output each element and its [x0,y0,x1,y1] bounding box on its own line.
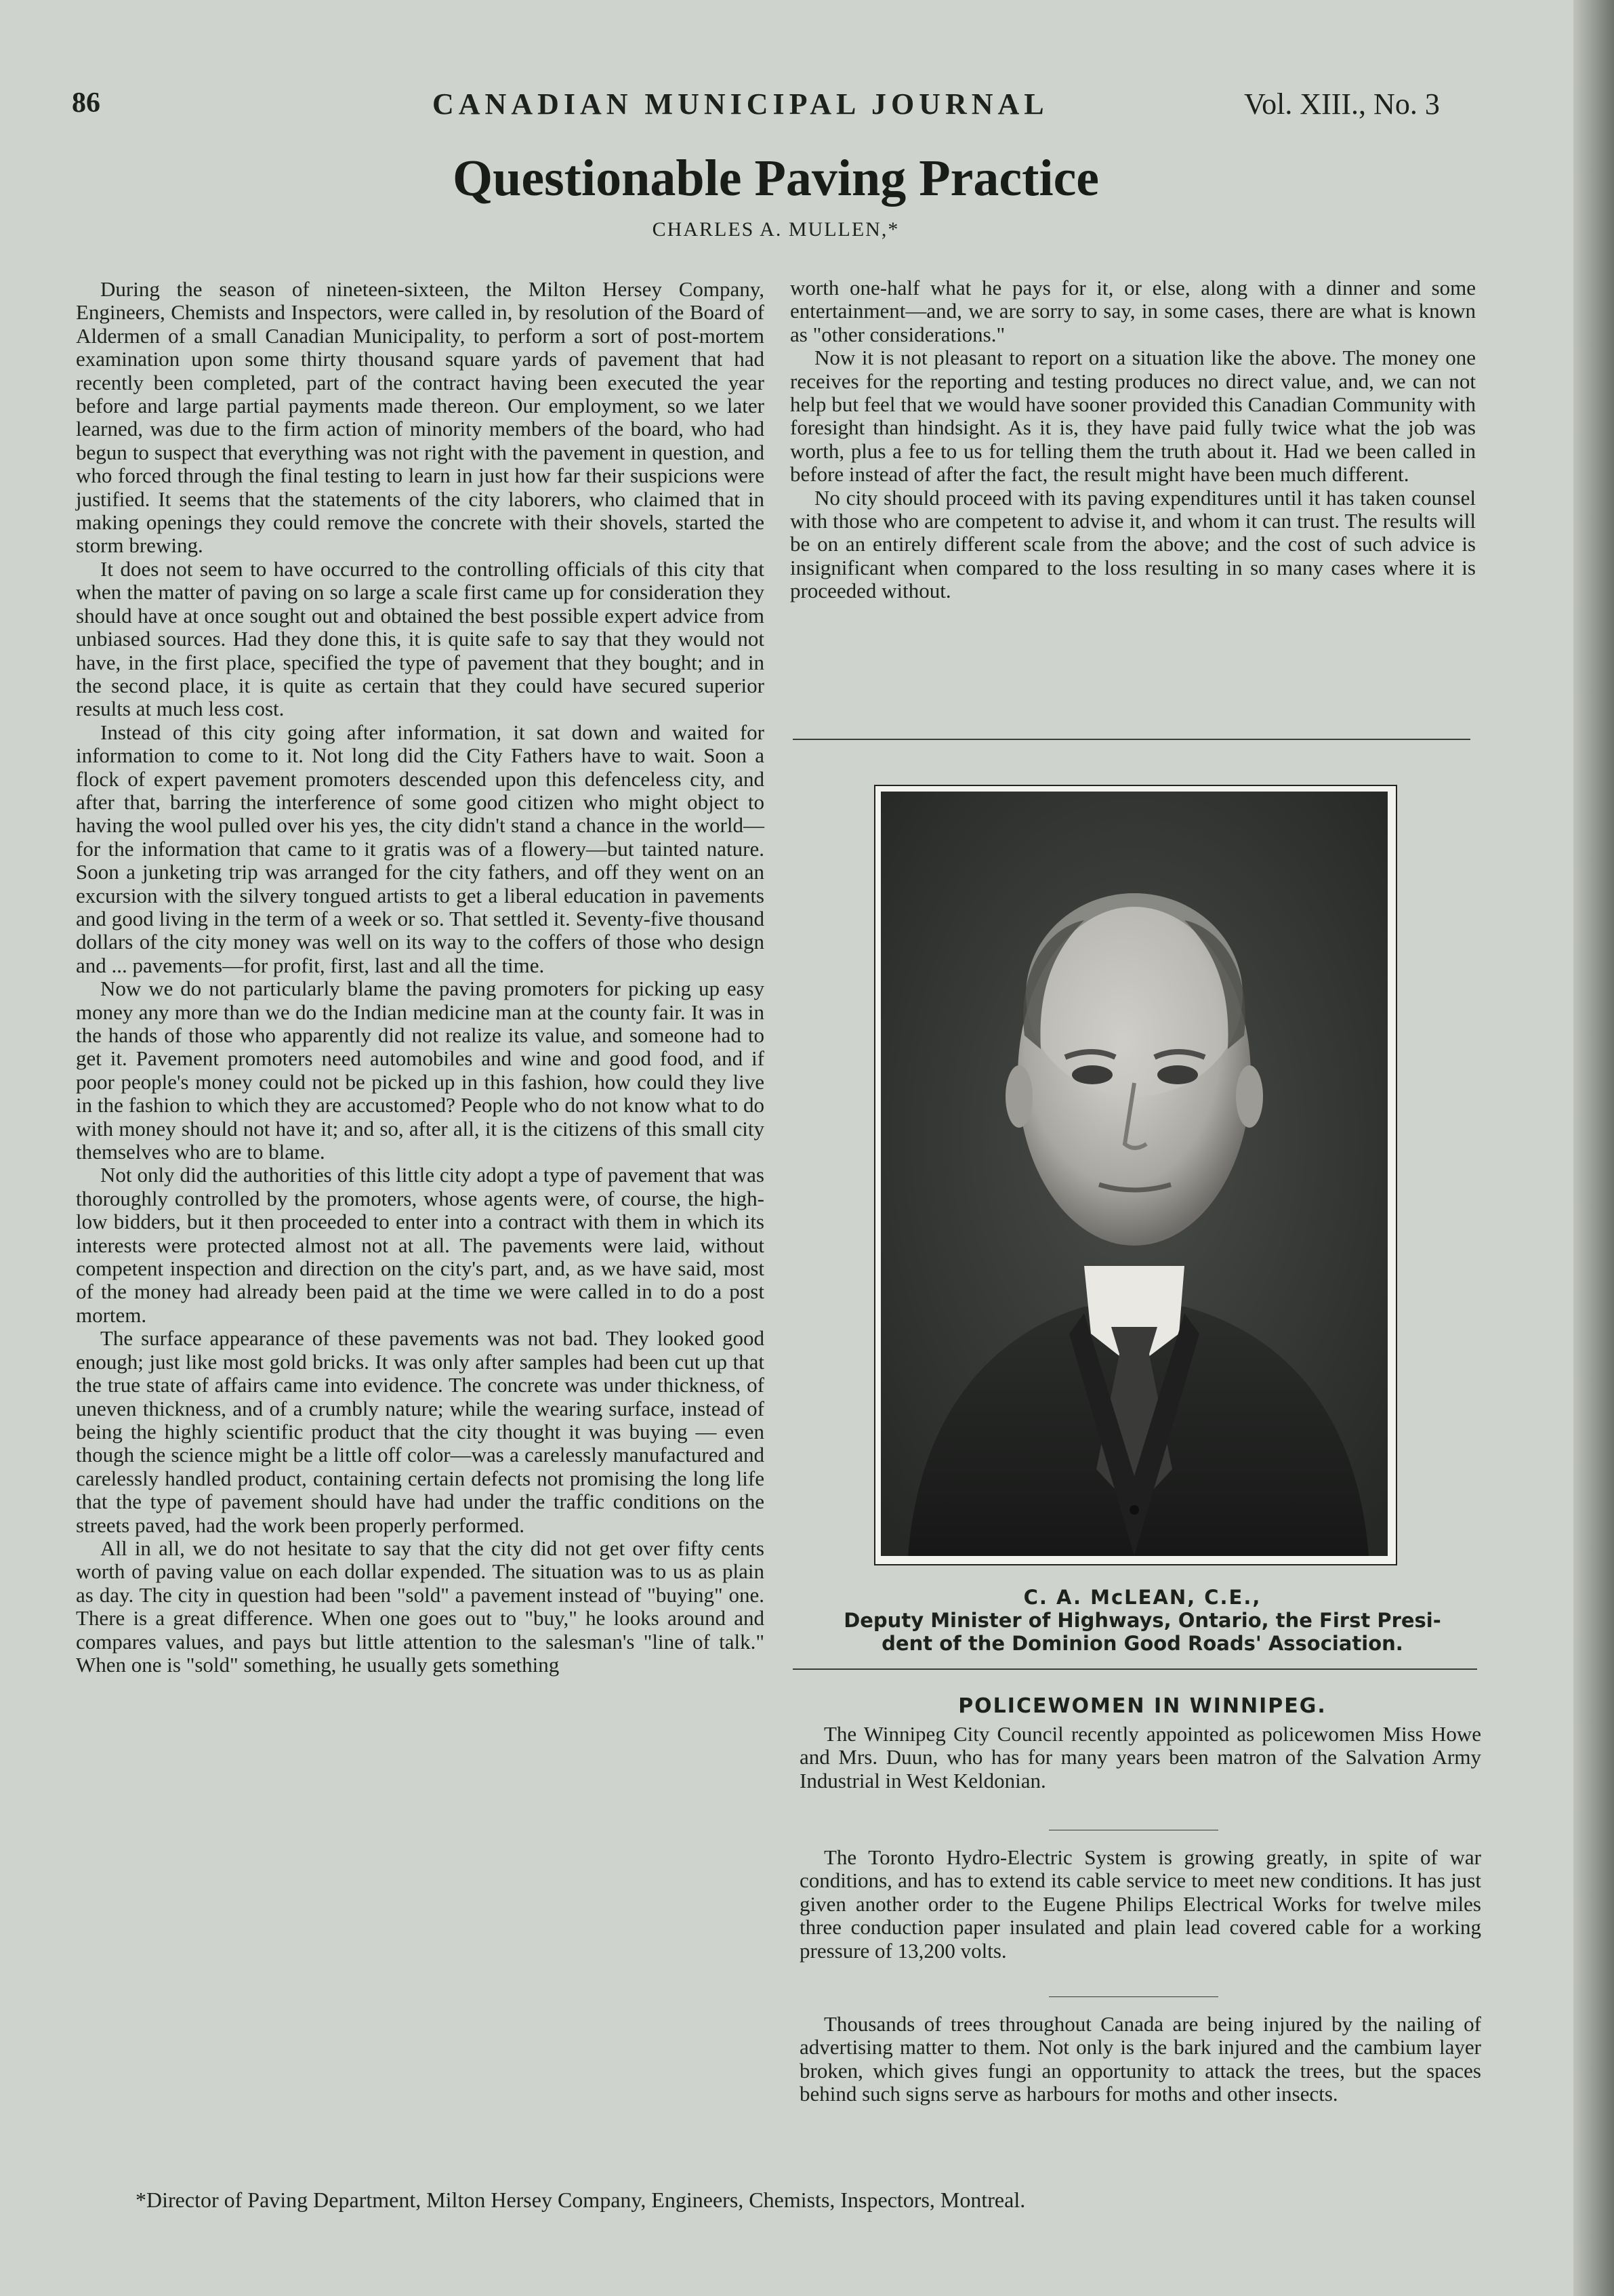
article-paragraph: Now it is not pleasant to report on a situation like the above. The money one receives for the reporting and testing produces no direct value, and, we can not help but feel that we would have sooner provided this Canadian Community with foresight than hindsight. As it is, they have paid fully twice what the job was worth, plus a fee to us for telling them the truth about it. Had we been called in before instead of after the fact, the result might have been much different. [790,346,1476,487]
article-left-column [76,278,764,1677]
article-paragraph: No city should proceed with its paving expenditures until it has taken counsel with those who are competent to advise it, and whom it can trust. The results will be on an entirely different scale from the above; and the cost of such advice is insignificant when compared to the loss resulting in so many cases where it is proceeded without. [790,485,1476,603]
article-paragraph: All in all, we do not hesitate to say that the city did not get over fifty cents worth of paving value on each dollar expended. The situation was to us as plain as day. The city in question had been "sold" a pavement instead of "buying" one. There is a great difference. When one goes out to "buy," he looks around and compares values, and pays but little attention to the salesman's "line of talk." When one is "sold" something, he usually gets something [76,1536,764,1677]
sidebar-paragraph: The Winnipeg City Council recently appointed as policewomen Miss Howe and Mrs. Duun, who has for many years been matron of the Salvation Army Industrial in West Keldonian. [800,1722,1481,1792]
article-paragraph: It does not seem to have occurred to the controlling officials of this city that when the matter of paving on so large a scale first came up for consideration they should have at once sought out and obtained the best possible expert advice from unbiased sources. Had they done this, it is quite safe to say that they would not have, in the first place, specified the type of pavement that they bought; and in the second place, it is quite as certain that they could have secured superior results at much less cost. [76,556,764,721]
sidebar-item [800,1723,1481,1792]
article-right-column [790,276,1476,603]
portrait-photo [881,792,1388,1556]
portrait-caption [790,1586,1495,1655]
sidebar-item [800,2013,1481,2106]
sidebar-item [800,1846,1481,1963]
article-paragraph: worth one-half what he pays for it, or else, along with a dinner and some entertainment—and, we are sorry to say, in some cases, there are what is known as "other considerations." [790,276,1476,346]
sidebar-paragraph: The Toronto Hydro-Electric System is growing greatly, in spite of war conditions, and has to extend its cable service to meet new conditions. It has just given another order to the Eugene Philips Electrical Works for twelve miles three conduction paper insulated and plain lead covered cable for a working pressure of 13,200 volts. [800,1845,1481,1963]
journal-title: CANADIAN MUNICIPAL JOURNAL [432,87,1049,121]
article-paragraph: Instead of this city going after information, it sat down and waited for information to come to it. Not long did the City Fathers have to wait. Soon a flock of expert pavement promoters descended upon this defenceless city, and after that, barring the interference of some good citizen who might object to having the wool pulled over his yes, the city didn't stand a chance in the world—for the information that came to it gratis was of a flowery—but tainted nature. Soon a junketing trip was arranged for the city fathers, and off they went on an excursion with the silvery tongued artists to get a liberal education in pavements and good living in the term of a week or so. That settled it. Seventy-five thousand dollars of the city money was well on its way to the coffers of those who design and ... pavements—for profit, first, last and all the time. [76,720,764,977]
short-divider [1049,1996,1218,1997]
caption-line: Deputy Minister of Highways, Ontario, the First Presi- [844,1609,1441,1632]
article-paragraph: During the season of nineteen-sixteen, the Milton Hersey Company, Engineers, Chemists and Inspectors, were called in, by resolution of the Board of Aldermen of a small Canadian Municipality, to perform a sort of post-mortem examination upon some thirty thousand square yards of pavement that had recently been completed, part of the contract having been executed the year before and large partial payments made thereon. Our employment, so we later learned, was due to the firm action of minority members of the board, who had begun to suspect that everything was not right with the pavement in question, and who forced through the final testing to learn in just how far their suspicions were justified. It seems that the statements of the city laborers, who claimed that in making openings they could remove the concrete with their shovels, started the storm brewing. [76,277,764,558]
section-divider [793,739,1470,740]
caption-line: dent of the Dominion Good Roads' Association. [882,1632,1403,1655]
author-footnote: *Director of Paving Department, Milton Hersey Company, Engineers, Chemists, Inspectors, Montreal. [136,2188,1026,2212]
section-divider [793,1668,1477,1670]
article-paragraph: Now we do not particularly blame the paving promoters for picking up easy money any more than we do the Indian medicine man at the county fair. It was in the hands of those who apparently did not realize its value, and someone had to get it. Pavement promoters need automobiles and wine and good food, and if poor people's money could not be picked up in this fashion, how could they live in the fashion to which they are accustomed? People who do not know what to do with money should not have it; and so, after all, it is the citizens of this small city themselves who are to blame. [76,977,764,1164]
article-paragraph: Not only did the authorities of this little city adopt a type of pavement that was thoroughly controlled by the promoters, whose agents were, of course, the high-low bidders, but it then proceeded to enter into a contract with them in which its interests were protected almost not at all. The pavements were laid, without competent inspection and direction on the city's part, and, as we have said, most of the money had already been paid at the time we were called in to do a post mortem. [76,1163,764,1327]
article-title: Questionable Paving Practice [452,150,1100,207]
article-paragraph: The surface appearance of these pavements was not bad. They looked good enough; just like most gold bricks. It was only after samples had been cut up that the true state of affairs came into evidence. The concrete was under thickness, of uneven thickness, and of a crumbly nature; while the wearing surface, instead of being the highly scientific product that the city thought it was buying — even though the science might be a little off color—was a carelessly manufactured and carelessly handled product, containing certain defects not promising the long life that the type of pavement should have had under the traffic conditions on the streets paved, had the work been properly performed. [76,1326,764,1537]
sidebar-heading: POLICEWOMEN IN WINNIPEG. [958,1694,1327,1718]
caption-name: C. A. McLEAN, C.E., [1023,1586,1262,1609]
running-head [0,87,1614,127]
sidebar-paragraph: Thousands of trees throughout Canada are being injured by the nailing of advertising matter to them. Not only is the bark injured and the cambium layer broken, which gives fungi an opportunity to attack the trees, but the spaces behind such signs serve as harbours for moths and other insects. [800,2012,1481,2106]
article-byline: CHARLES A. MULLEN,* [652,218,900,241]
volume-issue: Vol. XIII., No. 3 [1244,87,1440,121]
book-spine-shadow [1573,0,1614,2296]
page-number: 86 [72,87,100,119]
